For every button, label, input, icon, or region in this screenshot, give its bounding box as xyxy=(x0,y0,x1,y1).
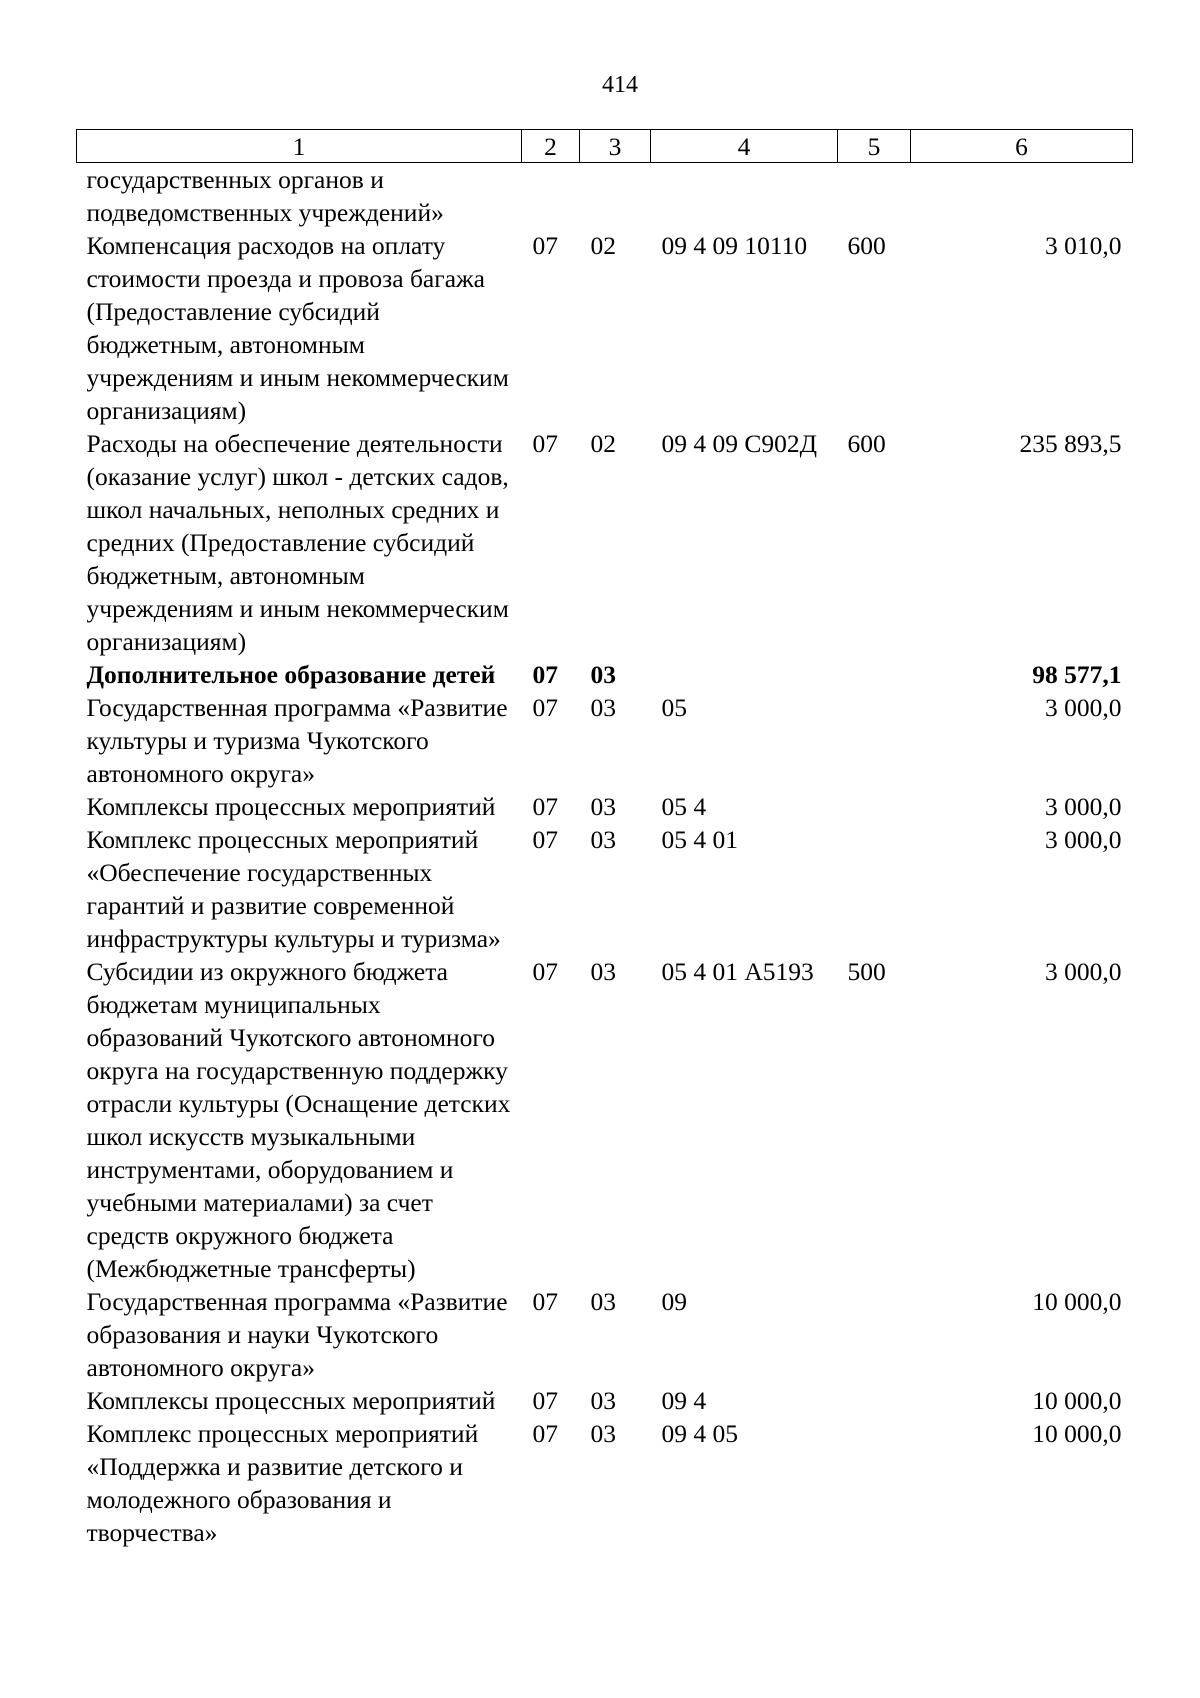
amount-cell: 235 893,5 xyxy=(1019,429,1122,458)
item-name-cell: Комплекс процессных мероприятий «Обеспечение государственных гарантий и развитие современной инфраструктуры культуры и туризма» xyxy=(86,825,501,953)
table-row xyxy=(77,955,1133,1285)
header-col-6: 6 xyxy=(911,130,1133,163)
expense-type-cell xyxy=(838,790,911,823)
table-row xyxy=(77,229,1133,427)
item-name-cell: Дополнительное образование детей xyxy=(86,660,496,689)
amount-cell: 3 000,0 xyxy=(1045,825,1122,854)
table-row xyxy=(77,823,1133,955)
item-name-cell: государственных органов и подведомственных учреждений» xyxy=(86,165,444,227)
amount-cell: 10 000,0 xyxy=(1032,1287,1122,1316)
section-code-cell xyxy=(522,163,580,230)
section-code-cell: 07 xyxy=(532,825,558,854)
expense-type-cell xyxy=(838,1417,911,1549)
item-name-cell: Компенсация расходов на оплату стоимости проезда и провоза багажа (Предоставление субсидий бюджетным, автономным учреждениям и иным некоммерческим организациям) xyxy=(86,231,509,425)
item-name-cell: Государственная программа «Развитие культуры и туризма Чукотского автономного округа» xyxy=(86,693,508,788)
item-name-cell: Комплексы процессных мероприятий xyxy=(86,1386,496,1415)
subsection-code-cell: 03 xyxy=(590,957,616,986)
subsection-code-cell xyxy=(580,163,651,230)
header-col-3: 3 xyxy=(580,130,651,163)
budget-table xyxy=(76,129,1133,1549)
subsection-code-cell: 03 xyxy=(590,693,616,722)
amount-cell: 3 000,0 xyxy=(1045,693,1122,722)
section-code-cell: 07 xyxy=(532,231,558,260)
expense-type-cell xyxy=(838,658,911,691)
target-article-cell: 05 4 xyxy=(661,792,707,821)
target-article-cell: 09 4 09 С902Д xyxy=(661,429,818,458)
item-name-cell: Комплексы процессных мероприятий xyxy=(86,792,496,821)
expense-type-cell xyxy=(838,1384,911,1417)
item-name-cell: Субсидии из окружного бюджета бюджетам муниципальных образований Чукотского автономного округа на государственную поддержку отрасли культуры (Оснащение детских школ искусств музыкальными инструментами, оборудованием и учебными материалами) за счет средств окружного бюджета (Межбюджетные трансферты) xyxy=(86,957,511,1283)
target-article-cell: 05 xyxy=(661,693,687,722)
table-row xyxy=(77,658,1133,691)
amount-cell: 3 000,0 xyxy=(1045,792,1122,821)
expense-type-cell xyxy=(838,163,911,230)
table-row xyxy=(77,691,1133,790)
section-code-cell: 07 xyxy=(532,1386,558,1415)
header-col-4: 4 xyxy=(651,130,838,163)
section-code-cell: 07 xyxy=(532,429,558,458)
amount-cell: 3 010,0 xyxy=(1045,231,1122,260)
header-col-1: 1 xyxy=(77,130,522,163)
table-body xyxy=(77,163,1133,1550)
table-row xyxy=(77,1384,1133,1417)
table-row xyxy=(77,790,1133,823)
target-article-cell: 05 4 01 xyxy=(661,825,738,854)
item-name-cell: Комплекс процессных мероприятий «Поддержка и развитие детского и молодежного образования и творчества» xyxy=(86,1419,479,1547)
subsection-code-cell: 03 xyxy=(590,1386,616,1415)
target-article-cell xyxy=(651,163,838,230)
expense-type-cell xyxy=(838,1285,911,1384)
target-article-cell: 05 4 01 А5193 xyxy=(661,957,814,986)
amount-cell: 3 000,0 xyxy=(1045,957,1122,986)
subsection-code-cell: 03 xyxy=(590,825,616,854)
table-header-row xyxy=(77,130,1133,163)
subsection-code-cell: 03 xyxy=(590,1287,616,1316)
section-code-cell: 07 xyxy=(532,660,558,689)
expense-type-cell xyxy=(838,691,911,790)
page-number: 414 xyxy=(602,72,638,98)
target-article-cell: 09 xyxy=(661,1287,687,1316)
table-row xyxy=(77,427,1133,658)
expense-type-cell xyxy=(838,823,911,955)
amount-cell: 98 577,1 xyxy=(1032,660,1122,689)
subsection-code-cell: 03 xyxy=(590,792,616,821)
item-name-cell: Государственная программа «Развитие образования и науки Чукотского автономного округа» xyxy=(86,1287,508,1382)
section-code-cell: 07 xyxy=(532,957,558,986)
subsection-code-cell: 02 xyxy=(590,429,616,458)
section-code-cell: 07 xyxy=(532,693,558,722)
subsection-code-cell: 02 xyxy=(590,231,616,260)
target-article-cell: 09 4 xyxy=(661,1386,707,1415)
table-row xyxy=(77,163,1133,230)
expense-type-cell: 600 xyxy=(847,429,886,458)
subsection-code-cell: 03 xyxy=(590,1419,616,1448)
target-article-cell: 09 4 05 xyxy=(661,1419,738,1448)
section-code-cell: 07 xyxy=(532,1419,558,1448)
expense-type-cell: 500 xyxy=(847,957,886,986)
amount-cell xyxy=(911,163,1133,230)
header-col-2: 2 xyxy=(522,130,580,163)
table-row xyxy=(77,1285,1133,1384)
subsection-code-cell: 03 xyxy=(590,660,616,689)
table-row xyxy=(77,1417,1133,1549)
target-article-cell xyxy=(651,658,838,691)
section-code-cell: 07 xyxy=(532,1287,558,1316)
expense-type-cell: 600 xyxy=(847,231,886,260)
amount-cell: 10 000,0 xyxy=(1032,1419,1122,1448)
target-article-cell: 09 4 09 10110 xyxy=(661,231,808,260)
header-col-5: 5 xyxy=(838,130,911,163)
section-code-cell: 07 xyxy=(532,792,558,821)
item-name-cell: Расходы на обеспечение деятельности (оказание услуг) школ - детских садов, школ начальных, неполных средних и средних (Предоставление субсидий бюджетным, автономным учреждениям и иным некоммерческим организациям) xyxy=(86,429,509,656)
amount-cell: 10 000,0 xyxy=(1032,1386,1122,1415)
